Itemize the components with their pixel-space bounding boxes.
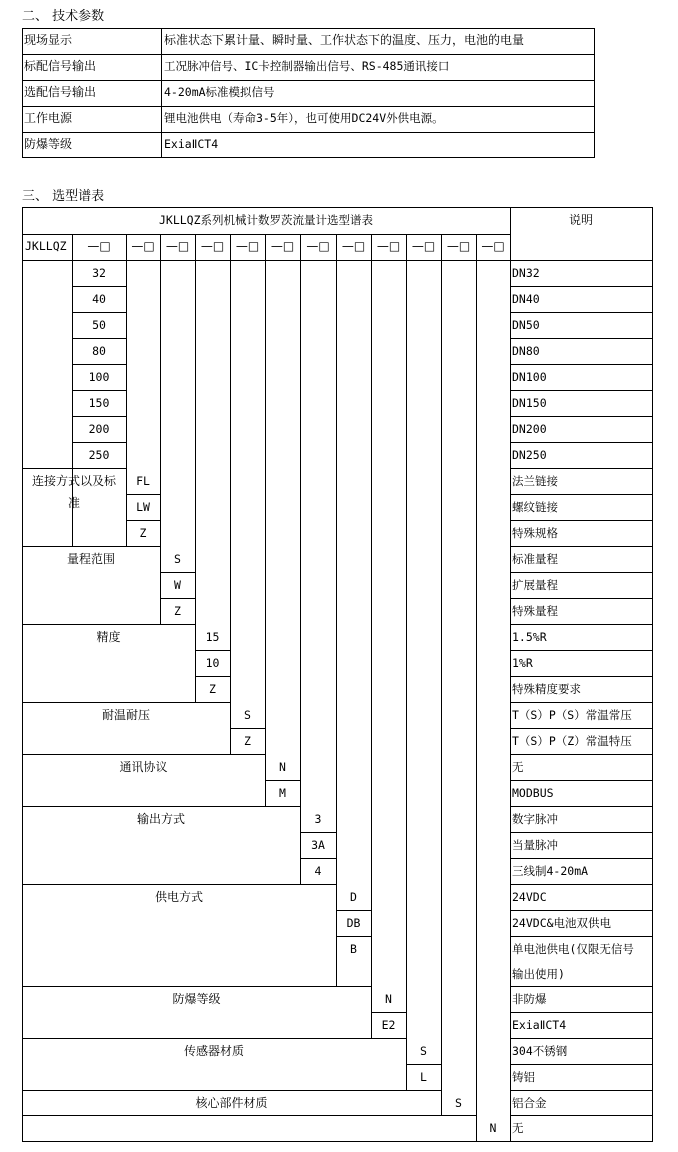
option-description: 无 xyxy=(512,760,524,774)
grid-line xyxy=(22,106,595,107)
code-placeholder: —□ xyxy=(165,239,190,253)
code-placeholder: —□ xyxy=(341,239,366,253)
group-label: 传感器材质 xyxy=(183,1044,244,1058)
grid-line xyxy=(371,1012,407,1013)
option-code: W xyxy=(174,578,181,592)
grid-line xyxy=(371,260,372,987)
option-description: 数字脉冲 xyxy=(512,812,558,826)
grid-line xyxy=(510,546,653,547)
option-description: ExiaⅡCT4 xyxy=(512,1018,567,1032)
grid-line xyxy=(510,520,653,521)
option-description: 24VDC&电池双供电 xyxy=(512,916,612,930)
code-placeholder: —□ xyxy=(446,239,471,253)
option-description: 螺纹链接 xyxy=(512,500,558,514)
grid-line xyxy=(510,884,653,885)
grid-line xyxy=(22,80,595,81)
size-description: DN250 xyxy=(512,448,547,462)
grid-line xyxy=(22,234,511,235)
grid-line xyxy=(300,260,301,807)
description-header: 说明 xyxy=(568,213,593,227)
size-description: DN80 xyxy=(512,344,540,358)
grid-line xyxy=(72,390,127,391)
grid-line xyxy=(161,28,162,158)
grid-line xyxy=(510,286,653,287)
option-code: N xyxy=(489,1121,497,1135)
code-placeholder: —□ xyxy=(87,239,111,253)
grid-line xyxy=(476,260,477,1116)
grid-line xyxy=(510,1012,653,1013)
option-description: 特殊精度要求 xyxy=(512,682,581,696)
grid-line xyxy=(22,806,301,807)
grid-line xyxy=(72,312,127,313)
option-code: N xyxy=(385,992,392,1006)
grid-line xyxy=(126,494,161,495)
param-label: 选配信号输出 xyxy=(24,85,97,99)
grid-line xyxy=(510,780,653,781)
grid-line xyxy=(22,546,161,547)
grid-line xyxy=(441,260,442,1091)
selection-table-title: JKLLQZ系列机械计数罗茨流量计选型谱表 xyxy=(158,213,374,227)
option-description: 非防爆 xyxy=(512,992,547,1006)
param-label: 现场显示 xyxy=(24,33,73,47)
option-description: MODBUS xyxy=(512,786,554,800)
grid-line xyxy=(22,884,337,885)
option-code: FL xyxy=(136,474,150,488)
size-code: 32 xyxy=(92,266,106,280)
option-code: 3 xyxy=(314,812,322,826)
grid-line xyxy=(510,442,653,443)
model-code: JKLLQZ xyxy=(25,239,67,253)
grid-line xyxy=(510,702,653,703)
param-label: 工作电源 xyxy=(24,111,73,125)
grid-line xyxy=(510,598,653,599)
grid-line xyxy=(72,286,127,287)
option-description: 扩展量程 xyxy=(512,578,558,592)
option-description: 三线制4-20mA xyxy=(512,864,589,878)
group-label: 准 xyxy=(67,496,80,510)
grid-line xyxy=(265,260,266,755)
group-label: 量程范围 xyxy=(66,552,115,566)
option-code: E2 xyxy=(381,1018,396,1032)
group-label: 连接方式以及标 xyxy=(31,474,116,488)
option-code: LW xyxy=(136,500,150,514)
option-code: Z xyxy=(139,526,147,540)
option-code: Z xyxy=(209,682,216,696)
grid-line xyxy=(72,338,127,339)
grid-line xyxy=(510,312,653,313)
size-code: 50 xyxy=(92,318,106,332)
code-placeholder: —□ xyxy=(200,239,225,253)
grid-line xyxy=(510,416,653,417)
option-code: M xyxy=(279,786,286,800)
option-code: 10 xyxy=(205,656,220,670)
code-placeholder: —□ xyxy=(376,239,401,253)
param-value: 工况脉冲信号、IC卡控制器输出信号、RS-485通讯接口 xyxy=(164,59,450,73)
grid-line xyxy=(510,806,653,807)
option-description: 304不锈钢 xyxy=(512,1044,568,1058)
grid-line xyxy=(336,936,372,937)
grid-line xyxy=(72,468,127,469)
grid-line xyxy=(510,468,653,469)
option-description: 无 xyxy=(512,1121,524,1135)
section-heading-tech-params: 二、 技术参数 xyxy=(22,9,105,24)
grid-line xyxy=(195,650,231,651)
group-label: 核心部件材质 xyxy=(195,1096,268,1110)
grid-line xyxy=(72,442,127,443)
grid-line xyxy=(510,1115,653,1116)
param-value: 标准状态下累计量、瞬时量、工作状态下的温度、压力，电池的电量 xyxy=(164,33,525,47)
group-label: 防爆等级 xyxy=(172,992,221,1006)
grid-line xyxy=(22,54,595,55)
grid-line xyxy=(230,728,266,729)
group-label: 供电方式 xyxy=(154,890,203,904)
grid-line xyxy=(300,832,337,833)
grid-line xyxy=(510,390,653,391)
grid-line xyxy=(510,364,653,365)
section-heading-selection-table: 三、 选型谱表 xyxy=(22,189,105,204)
option-description: 标准量程 xyxy=(512,552,558,566)
grid-line xyxy=(510,754,653,755)
size-code: 150 xyxy=(88,396,110,410)
code-placeholder: —□ xyxy=(481,239,505,253)
grid-line xyxy=(510,832,653,833)
grid-line xyxy=(22,986,372,987)
option-code: 4 xyxy=(314,864,322,878)
param-value: 锂电池供电（寿命3-5年），也可使用DC24V外供电源。 xyxy=(164,111,444,125)
option-description: 单电池供电(仅限无信号 xyxy=(512,942,634,956)
grid-line xyxy=(22,624,196,625)
grid-line xyxy=(510,986,653,987)
option-code: N xyxy=(279,760,286,774)
param-label: 防爆等级 xyxy=(24,137,73,151)
option-description: 特殊规格 xyxy=(512,526,558,540)
option-description: 铸铝 xyxy=(512,1070,535,1084)
size-description: DN100 xyxy=(512,370,547,384)
size-description: DN50 xyxy=(512,318,540,332)
grid-line xyxy=(195,676,231,677)
code-placeholder: —□ xyxy=(411,239,436,253)
grid-line xyxy=(300,858,337,859)
group-label: 输出方式 xyxy=(136,812,185,826)
grid-line xyxy=(230,260,231,703)
grid-line xyxy=(510,650,653,651)
option-description: 1.5%R xyxy=(512,630,547,644)
grid-line xyxy=(160,572,196,573)
size-description: DN40 xyxy=(512,292,540,306)
grid-line xyxy=(406,1064,442,1065)
size-code: 40 xyxy=(92,292,106,306)
grid-line xyxy=(406,260,407,1039)
grid-line xyxy=(72,364,127,365)
code-placeholder: —□ xyxy=(270,239,295,253)
option-code: DB xyxy=(346,916,361,930)
option-description: T（S）P（Z）常温特压 xyxy=(512,734,632,748)
option-code: S xyxy=(174,552,181,566)
grid-line xyxy=(510,624,653,625)
option-code: Z xyxy=(244,734,251,748)
grid-line xyxy=(510,1064,653,1065)
option-description: 当量脉冲 xyxy=(512,838,558,852)
grid-line xyxy=(22,1141,511,1142)
option-description: 1%R xyxy=(512,656,533,670)
grid-line xyxy=(22,132,595,133)
grid-line xyxy=(510,676,653,677)
option-code: S xyxy=(244,708,251,722)
grid-line xyxy=(22,468,73,469)
grid-line xyxy=(160,260,161,547)
option-code: D xyxy=(350,890,357,904)
grid-line xyxy=(510,1038,653,1039)
size-code: 100 xyxy=(88,370,110,384)
grid-line xyxy=(510,494,653,495)
grid-line xyxy=(22,1038,407,1039)
code-placeholder: —□ xyxy=(235,239,260,253)
grid-line xyxy=(160,598,196,599)
option-description: T（S）P（S）常温常压 xyxy=(512,708,632,722)
grid-line xyxy=(126,260,127,469)
size-description: DN32 xyxy=(512,266,540,280)
grid-line xyxy=(336,910,372,911)
param-value: 4-20mA标准模拟信号 xyxy=(164,85,275,99)
grid-line xyxy=(336,260,337,885)
size-code: 200 xyxy=(88,422,110,436)
grid-line xyxy=(510,910,653,911)
option-code: B xyxy=(350,942,357,956)
code-placeholder: —□ xyxy=(131,239,155,253)
grid-line xyxy=(510,936,653,937)
option-description: 输出使用) xyxy=(512,967,565,981)
option-description: 法兰链接 xyxy=(512,474,558,488)
size-description: DN200 xyxy=(512,422,547,436)
option-description: 24VDC xyxy=(512,890,547,904)
option-description: 铝合金 xyxy=(512,1096,547,1110)
grid-line xyxy=(510,858,653,859)
option-code: S xyxy=(455,1096,462,1110)
grid-line xyxy=(72,416,127,417)
grid-line xyxy=(126,520,161,521)
grid-line xyxy=(22,1115,477,1116)
group-label: 精度 xyxy=(96,630,121,644)
grid-line xyxy=(22,702,231,703)
group-label: 通讯协议 xyxy=(119,760,168,774)
size-description: DN150 xyxy=(512,396,547,410)
grid-line xyxy=(510,572,653,573)
param-label: 标配信号输出 xyxy=(24,59,97,73)
option-code: Z xyxy=(174,604,181,618)
option-code: L xyxy=(420,1070,427,1084)
option-code: 3A xyxy=(311,838,325,852)
group-label: 耐温耐压 xyxy=(101,708,150,722)
grid-line xyxy=(510,728,653,729)
option-description: 特殊量程 xyxy=(512,604,558,618)
grid-line xyxy=(22,754,266,755)
grid-line xyxy=(510,260,653,261)
grid-line xyxy=(22,1090,442,1091)
grid-line xyxy=(510,1090,653,1091)
code-placeholder: —□ xyxy=(306,239,330,253)
size-code: 80 xyxy=(92,344,106,358)
option-code: 15 xyxy=(205,630,220,644)
size-code: 250 xyxy=(88,448,110,462)
option-code: S xyxy=(420,1044,427,1058)
grid-line xyxy=(265,780,301,781)
param-value: ExiaⅡCT4 xyxy=(164,137,219,151)
next-section-cut-off xyxy=(0,1146,678,1152)
grid-line xyxy=(510,338,653,339)
grid-line xyxy=(195,260,196,625)
